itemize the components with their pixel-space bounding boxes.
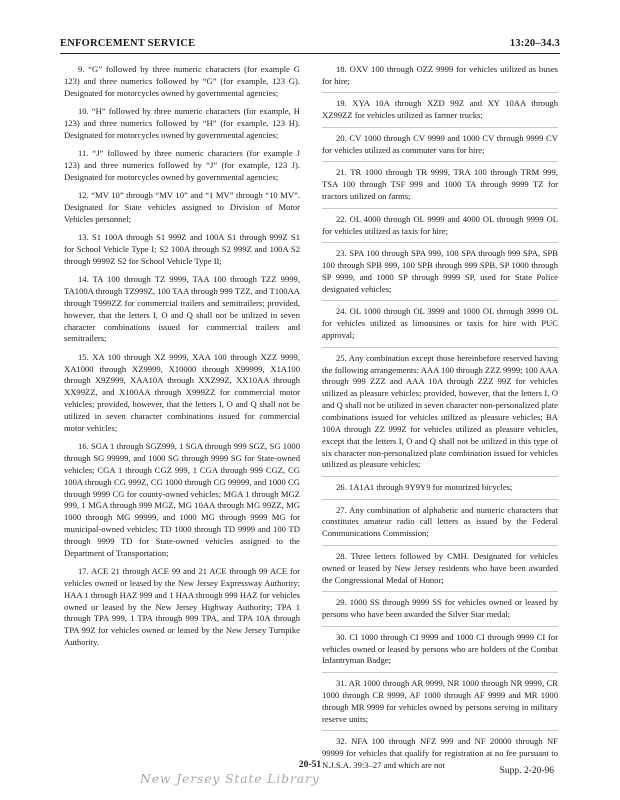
paragraph-item: 23. SPA 100 through SPA 999, 100 SPA through 999 SPA, SPB 100 through SPB 999, 100 SPB through 999 SPB, SP 1000 through SP 9999, and 1000 SP through 9999 SP, used for State Police designated vehicles; xyxy=(322,242,558,295)
header-section-number: 13:20–34.3 xyxy=(509,38,560,49)
right-column xyxy=(322,64,558,777)
paragraph-item: 17. ACE 21 through ACE 99 and 21 ACE through 99 ACE for vehicles owned or leased by the New Jersey Expressway Authority; HAA 1 through HAZ 999 and 1 HAA through 999 HAZ for vehicles owned or leased by the New Jersey Highway Authority; TPA 1 through TPA 999, 1 TPA through 999 TPA, and TPA 10A through TPA 99Z for vehicles owned or leased by the New Jersey Turnpike Authority. xyxy=(64,566,300,648)
paragraph-item: 27. Any combination of alphabetic and numeric characters that constitutes amateur radio call letters as issued by the Federal Communications Commission; xyxy=(322,499,558,541)
paragraph-item: 11. “J” followed by three numeric characters (for example J 123) and three numerics followed by “J” (for example, 123 J). Designated for motorcycles owned by governmental agencies; xyxy=(64,148,300,182)
supplement-date: Supp. 2-20-96 xyxy=(499,766,554,776)
running-header xyxy=(60,36,560,54)
paragraph-item: 19. XYA 10A through XZD 99Z and XY 10AA through XZ99ZZ for vehicles utilized as farmer trucks; xyxy=(322,92,558,122)
left-column xyxy=(64,64,300,655)
paragraph-item: 22. OL 4000 through OL 9999 and 4000 OL through 9999 OL for vehicles utilized as taxis for hire; xyxy=(322,208,558,238)
paragraph-item: 15. XA 100 through XZ 9999, XAA 100 through XZZ 9999, XA1000 through XZ9999, X10000 through X99999, X1A100 through X9Z999, XAA10A through XXZ99Z, XX10AA through XX99ZZ, and X100AA through X999ZZ for commercial motor vehicles; provided, however, that the letters I, O and Q shall not be utilized in seven character combinations issued for commercial motor vehicles; xyxy=(64,351,300,433)
library-stamp-watermark: New Jersey State Library xyxy=(140,771,320,786)
paragraph-item: 31. AR 1000 through AR 9999, NR 1000 through NR 9999, CR 1000 through CR 9999, AF 1000 through AF 9999 and MR 1000 through MR 9999 for vehicles owned by persons serving in military reserve units; xyxy=(322,672,558,725)
paragraph-item: 12. “MV 10” through “MV 10” and “1 MV” through “10 MV”. Designated for State vehicles assigned to Division of Motor Vehicles personnel; xyxy=(64,190,300,224)
paragraph-item: 14. TA 100 through TZ 9999, TAA 100 through TZZ 9999, TA100A through TZ999Z, 100 TAA through 999 TZZ, and T100AA through T999ZZ for commercial trailers and semitrailers; provided, however, that the letters I, O and Q shall not be utilized in seven character combinations issued for commercial trailers and semitrailers; xyxy=(64,274,300,344)
paragraph-item: 32. NFA 100 through NFZ 999 and NF 20000 through NF 99999 for vehicles that qualify for registration at no fee pursuant to N.J.S.A. 39:3–27 and which are not xyxy=(322,730,558,772)
paragraph-item: 25. Any combination except those hereinbefore reserved having the following arrangements: AAA 100 through ZZZ 9999; 100 AAA through 999 ZZZ and AAA 10A through ZZZ 99Z for vehicles utilized as pleasure vehicles; provided, however, that the letters I, O and Q shall not be utilized in seven character non-personalized plate combinations issued for vehicles utilized as pleasure vehicles; BA 100A through ZZ 999Z for vehicles utilized as pleasure vehicles, except that the letters I, O and Q shall not be utilized in this type of six character non-personalized plate combination issued for vehicles utilized as pleasure vehicles; xyxy=(322,347,558,471)
paragraph-item: 21. TR 1000 through TR 9999, TRA 100 through TRM 999, TSA 100 through TSF 999 and 1000 TA through 9999 TZ for tractors utilized on farms; xyxy=(322,161,558,203)
paragraph-item: 9. “G” followed by three numeric characters (for example G 123) and three numerics followed by “G” (for example, 123 G). Designated for motorcycles owned by governmental agencies; xyxy=(64,64,300,98)
paragraph-item: 10. “H” followed by three numeric characters (for example, H 123) and three numerics followed by “H” (for example, 123 H). Designated for motorcycles owned by governmental agencies; xyxy=(64,106,300,140)
header-title: ENFORCEMENT SERVICE xyxy=(60,38,196,49)
paragraph-item: 29. 1000 SS through 9999 SS for vehicles owned or leased by persons who have been awarded the Silver Star medal; xyxy=(322,591,558,621)
paragraph-item: 30. CI 1000 through CI 9999 and 1000 CI through 9999 CI for vehicles owned or leased by persons who are holders of the Combat Infantryman Badge; xyxy=(322,626,558,668)
paragraph-item: 24. OL 1000 through OL 3999 and 1000 OL through 3999 OL for vehicles utilized as limousines or taxis for hire with PUC approval; xyxy=(322,300,558,342)
paragraph-item: 16. SGA 1 through SGZ999, 1 SGA through 999 SGZ, SG 1000 through SG 99999, and 1000 SG through 9999 SG for State-owned vehicles; CGA 1 through CGZ 999, 1 CGA through 999 CGZ, CG 100A through CG 999Z, CG 1000 through CG 99999, and 1000 CG through 9999 CG for county-owned vehicles; MGA 1 through MGZ 999, 1 MGA through 999 MGZ, MG 10AA through MG 99ZZ, MG 1000 through MG 99999, and 1000 MG through 9999 MG for municipal-owned vehicles; TD 1000 through TD 9999 and 100 TD through 9999 TD for State-owned vehicles assigned to the Department of Transportation; xyxy=(64,441,300,558)
page-number: 20-51 xyxy=(298,760,322,770)
paragraph-item: 28. Three letters followed by CMH. Designated for vehicles owned or leased by New Jersey residents who have been awarded the Congressional Medal of Honor; xyxy=(322,545,558,587)
paragraph-item: 13. S1 100A through S1 999Z and 100A S1 through 999Z S1 for School Vehicle Type I; S2 100A through S2 999Z and 100A S2 through 9999Z S2 for School Vehicle Type II; xyxy=(64,232,300,266)
paragraph-item: 20. CV 1000 through CV 9999 and 1000 CV through 9999 CV for vehicles utilized as commuter vans for hire; xyxy=(322,127,558,157)
paragraph-item: 18. OXV 100 through OZZ 9999 for vehicles utilized as buses for hire; xyxy=(322,64,558,86)
paragraph-item: 26. 1A1A1 through 9Y9Y9 for motorized bicycles; xyxy=(322,476,558,494)
